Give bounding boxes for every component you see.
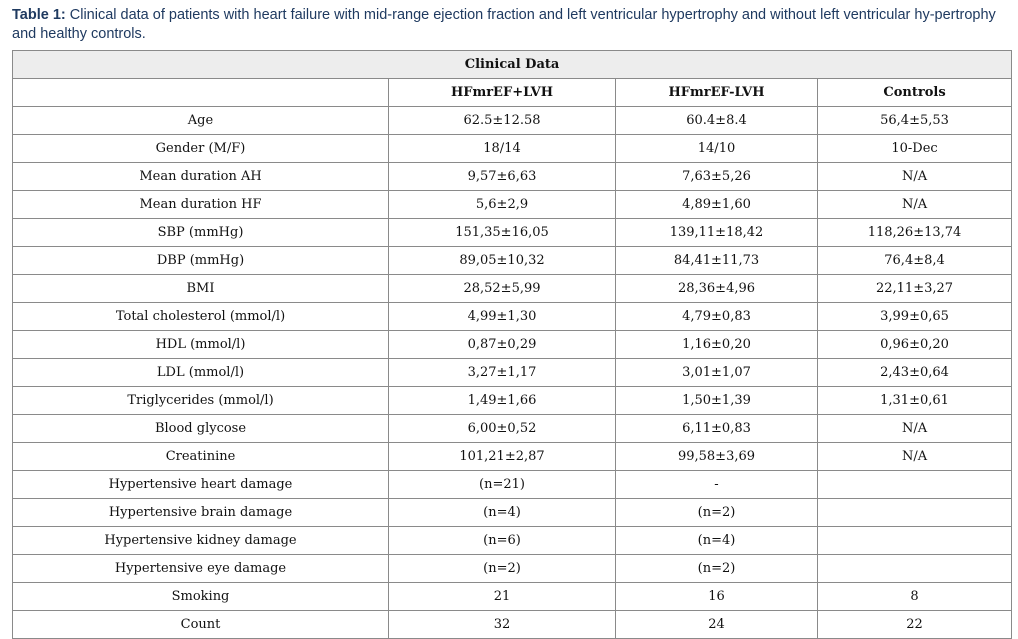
cell-hfmref-no-lvh: 4,89±1,60 [616,191,818,219]
column-header-hfmref-lvh: HFmrEF+LVH [389,79,616,107]
table-row [13,471,1012,499]
row-label: DBP (mmHg) [13,247,389,275]
row-label: Creatinine [13,443,389,471]
cell-controls: N/A [818,443,1012,471]
cell-controls: N/A [818,191,1012,219]
cell-hfmref-lvh: (n=2) [389,555,616,583]
table-row [13,331,1012,359]
column-header-hfmref-no-lvh: HFmrEF-LVH [616,79,818,107]
cell-controls: 76,4±8,4 [818,247,1012,275]
row-label: Hypertensive brain damage [13,499,389,527]
cell-hfmref-lvh: 32 [389,611,616,639]
cell-hfmref-lvh: 21 [389,583,616,611]
table-row [13,527,1012,555]
cell-hfmref-lvh: 101,21±2,87 [389,443,616,471]
table-row [13,247,1012,275]
table-caption [12,6,1010,44]
row-label: Hypertensive eye damage [13,555,389,583]
cell-hfmref-lvh: 5,6±2,9 [389,191,616,219]
cell-hfmref-no-lvh: 28,36±4,96 [616,275,818,303]
cell-hfmref-no-lvh: 3,01±1,07 [616,359,818,387]
cell-controls: 118,26±13,74 [818,219,1012,247]
cell-hfmref-no-lvh: 84,41±11,73 [616,247,818,275]
cell-hfmref-lvh: 9,57±6,63 [389,163,616,191]
row-label: SBP (mmHg) [13,219,389,247]
column-header-row [13,79,1012,107]
table-row [13,275,1012,303]
cell-hfmref-no-lvh: - [616,471,818,499]
cell-hfmref-lvh: (n=6) [389,527,616,555]
cell-controls: 1,31±0,61 [818,387,1012,415]
table-row [13,583,1012,611]
row-label: LDL (mmol/l) [13,359,389,387]
cell-controls: 22 [818,611,1012,639]
cell-hfmref-lvh: 1,49±1,66 [389,387,616,415]
table-row [13,163,1012,191]
cell-controls: 8 [818,583,1012,611]
table-row [13,611,1012,639]
cell-controls: N/A [818,415,1012,443]
caption-text: Clinical data of patients with heart failure with mid-range ejection fraction and left ventricular hypertrophy and without left ventricular hy-pertrophy and healthy controls. [12,7,996,42]
caption-label: Table 1: [12,7,66,23]
row-label: Total cholesterol (mmol/l) [13,303,389,331]
row-label: Hypertensive kidney damage [13,527,389,555]
row-label: Blood glycose [13,415,389,443]
cell-hfmref-no-lvh: 4,79±0,83 [616,303,818,331]
row-label: Age [13,107,389,135]
cell-controls: 2,43±0,64 [818,359,1012,387]
table-title: Clinical Data [13,51,1012,79]
table-title-row [13,51,1012,79]
cell-controls: 22,11±3,27 [818,275,1012,303]
cell-hfmref-no-lvh: 1,16±0,20 [616,331,818,359]
cell-hfmref-lvh: 89,05±10,32 [389,247,616,275]
table-row [13,303,1012,331]
row-label: Triglycerides (mmol/l) [13,387,389,415]
cell-hfmref-no-lvh: 1,50±1,39 [616,387,818,415]
table-row [13,415,1012,443]
table-row [13,191,1012,219]
cell-controls: 10-Dec [818,135,1012,163]
cell-controls [818,527,1012,555]
cell-controls: 56,4±5,53 [818,107,1012,135]
column-header-parameter [13,79,389,107]
cell-controls [818,499,1012,527]
cell-hfmref-no-lvh: 16 [616,583,818,611]
table-row [13,135,1012,163]
row-label: Smoking [13,583,389,611]
cell-hfmref-no-lvh: (n=2) [616,555,818,583]
cell-controls: 0,96±0,20 [818,331,1012,359]
cell-hfmref-lvh: 4,99±1,30 [389,303,616,331]
clinical-data-table [12,50,1012,639]
table-row [13,359,1012,387]
cell-hfmref-lvh: 28,52±5,99 [389,275,616,303]
cell-hfmref-no-lvh: 7,63±5,26 [616,163,818,191]
cell-hfmref-lvh: 3,27±1,17 [389,359,616,387]
row-label: Hypertensive heart damage [13,471,389,499]
table-row [13,443,1012,471]
cell-hfmref-lvh: 6,00±0,52 [389,415,616,443]
table-row [13,387,1012,415]
row-label: Mean duration AH [13,163,389,191]
cell-hfmref-no-lvh: (n=2) [616,499,818,527]
row-label: BMI [13,275,389,303]
row-label: HDL (mmol/l) [13,331,389,359]
cell-hfmref-no-lvh: 6,11±0,83 [616,415,818,443]
cell-hfmref-lvh: (n=4) [389,499,616,527]
cell-hfmref-lvh: 62.5±12.58 [389,107,616,135]
row-label: Count [13,611,389,639]
column-header-controls: Controls [818,79,1012,107]
cell-hfmref-lvh: 151,35±16,05 [389,219,616,247]
cell-hfmref-no-lvh: 60.4±8.4 [616,107,818,135]
table-row [13,107,1012,135]
cell-controls [818,555,1012,583]
cell-hfmref-no-lvh: 139,11±18,42 [616,219,818,247]
cell-controls [818,471,1012,499]
cell-hfmref-no-lvh: 14/10 [616,135,818,163]
cell-hfmref-lvh: (n=21) [389,471,616,499]
cell-controls: 3,99±0,65 [818,303,1012,331]
row-label: Gender (M/F) [13,135,389,163]
table-row [13,219,1012,247]
cell-hfmref-lvh: 18/14 [389,135,616,163]
row-label: Mean duration HF [13,191,389,219]
cell-hfmref-no-lvh: 99,58±3,69 [616,443,818,471]
table-row [13,499,1012,527]
table-row [13,555,1012,583]
cell-hfmref-lvh: 0,87±0,29 [389,331,616,359]
cell-hfmref-no-lvh: (n=4) [616,527,818,555]
cell-controls: N/A [818,163,1012,191]
cell-hfmref-no-lvh: 24 [616,611,818,639]
